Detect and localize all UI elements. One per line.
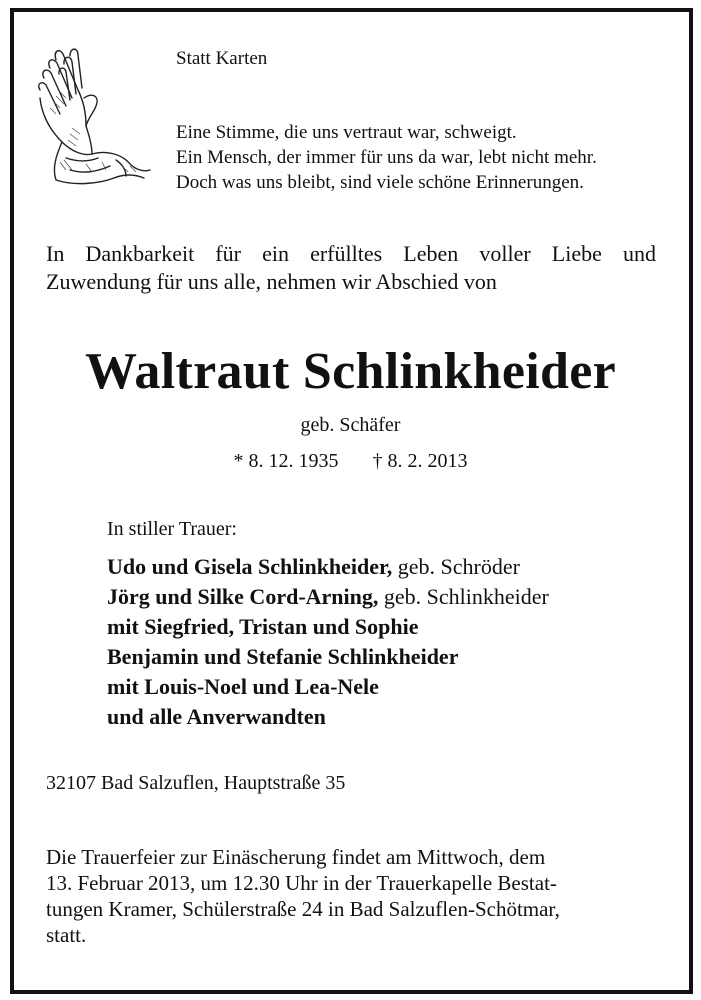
mourners-list	[107, 552, 549, 732]
service-line: statt.	[46, 923, 87, 947]
quote-line: Eine Stimme, die uns vertraut war, schweigt.	[176, 122, 517, 143]
mourner-names: Jörg und Silke Cord-Arning,	[107, 584, 379, 609]
mourner-line	[107, 612, 549, 642]
birth-date: * 8. 12. 1935	[233, 450, 339, 472]
mourner-line	[107, 552, 549, 582]
mourner-names: Benjamin und Stefanie Schlinkheider	[107, 644, 459, 669]
quote-line: Ein Mensch, der immer für uns da war, lebt nicht mehr.	[176, 147, 597, 168]
mourning-label: In stiller Trauer:	[107, 518, 237, 540]
service-announcement	[46, 844, 658, 948]
life-dates	[0, 450, 701, 473]
intro-line: In Dankbarkeit für ein erfülltes Leben voller Liebe und	[46, 241, 656, 266]
service-line: Die Trauerfeier zur Einäscherung findet am Mittwoch, dem	[46, 845, 546, 869]
service-line: tungen Kramer, Schülerstraße 24 in Bad Salzuflen-Schötmar,	[46, 897, 560, 921]
intro-line: Zuwendung für uns alle, nehmen wir Abschied von	[46, 269, 497, 294]
family-address: 32107 Bad Salzuflen, Hauptstraße 35	[46, 772, 346, 794]
mourner-names: und alle Anverwandten	[107, 704, 326, 729]
intro-paragraph	[46, 240, 656, 296]
memorial-quote	[176, 120, 597, 195]
mourner-line	[107, 642, 549, 672]
mourner-line	[107, 672, 549, 702]
statt-karten-label: Statt Karten	[176, 48, 268, 69]
mourner-names: Udo und Gisela Schlinkheider,	[107, 554, 393, 579]
maiden-name: geb. Schäfer	[300, 414, 401, 436]
praying-hands-icon	[26, 38, 156, 188]
mourner-names: mit Louis-Noel und Lea-Nele	[107, 674, 379, 699]
mourner-maiden: geb. Schröder	[392, 554, 520, 579]
mourner-names: mit Siegfried, Tristan und Sophie	[107, 614, 419, 639]
deceased-name: Waltraut Schlinkheider	[85, 343, 616, 400]
mourner-line	[107, 702, 549, 732]
service-line: 13. Februar 2013, um 12.30 Uhr in der Trauerkapelle Bestat-	[46, 871, 557, 895]
quote-line: Doch was uns bleibt, sind viele schöne Erinnerungen.	[176, 172, 584, 193]
death-date: † 8. 2. 2013	[372, 450, 468, 472]
mourner-maiden: geb. Schlinkheider	[378, 584, 549, 609]
mourner-line	[107, 582, 549, 612]
